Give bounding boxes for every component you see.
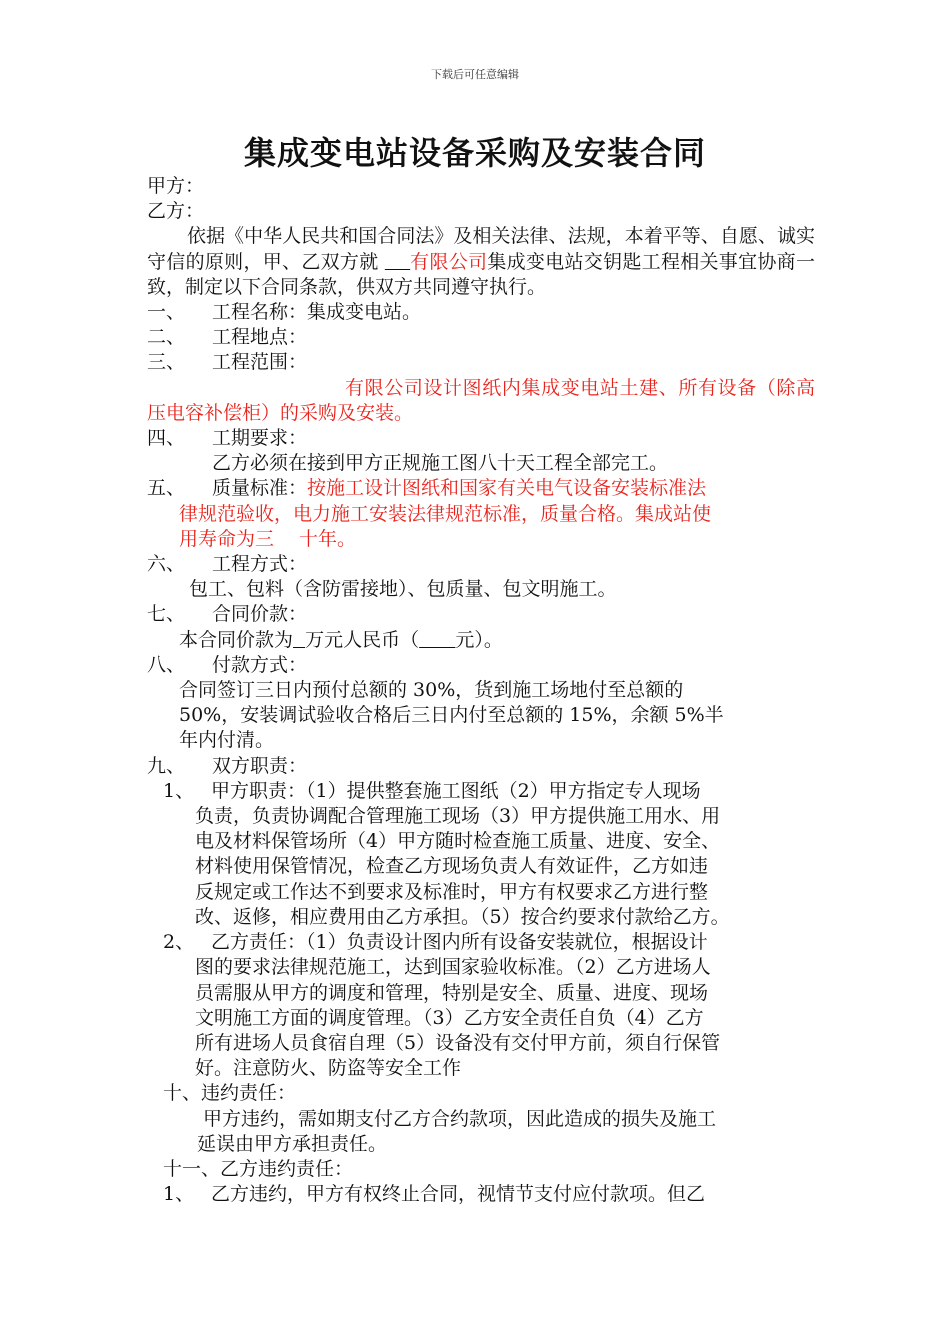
section-10-line1: 甲方违约，需如期支付乙方合约款项，因此造成的损失及施工 xyxy=(203,1107,717,1130)
section-5-line3: 用寿命为三 十年。 xyxy=(179,527,357,550)
section-7-blank-1 xyxy=(293,629,305,651)
section-9-item-1-line-2: 电及材料保管场所（4）甲方随时检查施工质量、进度、安全、 xyxy=(195,830,721,853)
section-11-item-1-line1: 乙方违约，甲方有权终止合同，视情节支付应付款项。但乙 xyxy=(211,1183,706,1206)
section-4 xyxy=(147,426,815,451)
section-11: 十一、乙方违约责任： xyxy=(163,1157,354,1180)
section-3-num: 三、 xyxy=(147,351,186,374)
section-9-item-1-line-4: 反规定或工作达不到要求及标准时，甲方有权要求乙方进行整 xyxy=(195,880,709,903)
section-8-num: 八、 xyxy=(147,653,186,676)
section-5 xyxy=(147,476,815,501)
section-7 xyxy=(147,602,815,627)
document-title: 集成变电站设备采购及安装合同 xyxy=(243,134,706,172)
section-7-blank-2 xyxy=(419,629,455,651)
section-9-item-2-line-0: 乙方责任：（1）负责设计图内所有设备安装就位，根据设计 xyxy=(211,931,708,954)
section-9 xyxy=(147,754,815,779)
section-2 xyxy=(147,325,815,350)
section-8 xyxy=(147,653,815,678)
section-4-num: 四、 xyxy=(147,427,186,450)
section-4-detail: 乙方必须在接到甲方正规施工图八十天工程全部完工。 xyxy=(212,452,669,475)
section-7-detail-b: 万元人民币（ xyxy=(305,628,420,651)
section-5-line1: 按施工设计图纸和国家有关电气设备安装标准法 xyxy=(307,477,707,500)
section-7-num: 七、 xyxy=(147,603,186,626)
section-9-item-1-num: 1、 xyxy=(163,779,195,802)
section-9-item-2-line-1: 图的要求法律规范施工，达到国家验收标准。（2）乙方进场人 xyxy=(195,956,711,979)
section-5-num: 五、 xyxy=(147,477,186,500)
party-a-line: 甲方： xyxy=(147,175,205,197)
intro-company: 有限公司 xyxy=(410,250,488,273)
section-9-item-1 xyxy=(147,779,815,804)
section-10-line2: 延误由甲方承担责任。 xyxy=(197,1132,388,1155)
section-6-detail: 包工、包料（含防雷接地）、包质量、包文明施工。 xyxy=(189,578,617,601)
section-9-item-2-line-3: 文明施工方面的调度管理。（3）乙方安全责任自负（4）乙方 xyxy=(195,1006,704,1029)
section-1-num: 一、 xyxy=(147,301,186,324)
header-note: 下载后可任意编辑 xyxy=(431,68,519,81)
section-11-item-1-num: 1、 xyxy=(163,1183,195,1206)
section-7-text: 合同价款： xyxy=(212,603,308,626)
section-7-detail xyxy=(147,628,815,653)
section-5-line2: 律规范验收，电力施工安装法律规范标准，质量合格。集成站使 xyxy=(179,502,712,525)
section-5-label: 质量标准： xyxy=(212,477,308,500)
section-4-text: 工期要求： xyxy=(212,427,308,450)
section-9-text: 双方职责： xyxy=(212,754,308,777)
section-2-text: 工程地点： xyxy=(212,326,308,349)
section-1-text: 工程名称：集成变电站。 xyxy=(212,301,422,324)
party-b-line: 乙方： xyxy=(147,200,205,223)
section-9-item-1-line-1: 负责，负责协调配合管理施工现场（3）甲方提供施工用水、用 xyxy=(195,805,721,828)
section-9-item-1-line-0: 甲方职责：（1）提供整套施工图纸（2）甲方指定专人现场 xyxy=(211,779,701,802)
intro-text-2: 集成变电站交钥匙工程相关事宜协商一致，制定以下合同条款，供双方共同遵守执行。 xyxy=(147,250,815,298)
section-10: 十、违约责任： xyxy=(163,1082,297,1105)
section-6-text: 工程方式： xyxy=(212,553,308,576)
section-9-item-2-line-2: 员需服从甲方的调度和管理，特别是安全、质量、进度、现场 xyxy=(195,981,709,1004)
section-7-detail-a: 本合同价款为 xyxy=(179,628,294,651)
section-8-text: 付款方式： xyxy=(212,653,308,676)
intro-paragraph xyxy=(147,224,815,300)
section-6 xyxy=(147,552,815,577)
section-3 xyxy=(147,350,815,375)
section-9-item-1-line-3: 材料使用保管情况，检查乙方现场负责人有效证件，乙方如违 xyxy=(195,855,709,878)
section-2-num: 二、 xyxy=(147,326,186,349)
section-8-line3: 年内付清。 xyxy=(179,729,275,752)
section-9-item-2-num: 2、 xyxy=(163,931,195,954)
section-7-detail-c: 元）。 xyxy=(455,628,503,651)
section-3-text: 工程范围： xyxy=(212,351,308,374)
section-1 xyxy=(147,300,815,325)
intro-blank xyxy=(385,251,410,273)
intro-text-1: 依据《中华人民共和国合同法》及相关法律、法规，本着平等、自愿、诚实守信的原则，甲、乙双方就 xyxy=(147,225,815,273)
section-11-item-1 xyxy=(147,1182,815,1207)
section-9-num: 九、 xyxy=(147,754,186,777)
section-9-item-2 xyxy=(147,930,815,955)
section-8-line2: 50%，安装调试验收合格后三日内付至总额的 15%，余额 5%半 xyxy=(179,704,724,727)
contract-body xyxy=(147,174,815,1207)
section-8-line1: 合同签订三日内预付总额的 30%，货到施工场地付至总额的 xyxy=(179,679,684,702)
section-9-item-1-line-5: 改、返修，相应费用由乙方承担。（5）按合约要求付款给乙方。 xyxy=(195,905,730,928)
section-6-num: 六、 xyxy=(147,553,186,576)
section-3-detail: 有限公司设计图纸内集成变电站土建、所有设备（除高压电容补偿柜）的采购及安装。 xyxy=(147,376,815,424)
section-9-item-2-line-5: 好。注意防火、防盗等安全工作 xyxy=(195,1057,462,1080)
section-9-item-2-line-4: 所有进场人员食宿自理（5）设备没有交付甲方前，须自行保管 xyxy=(195,1031,721,1054)
